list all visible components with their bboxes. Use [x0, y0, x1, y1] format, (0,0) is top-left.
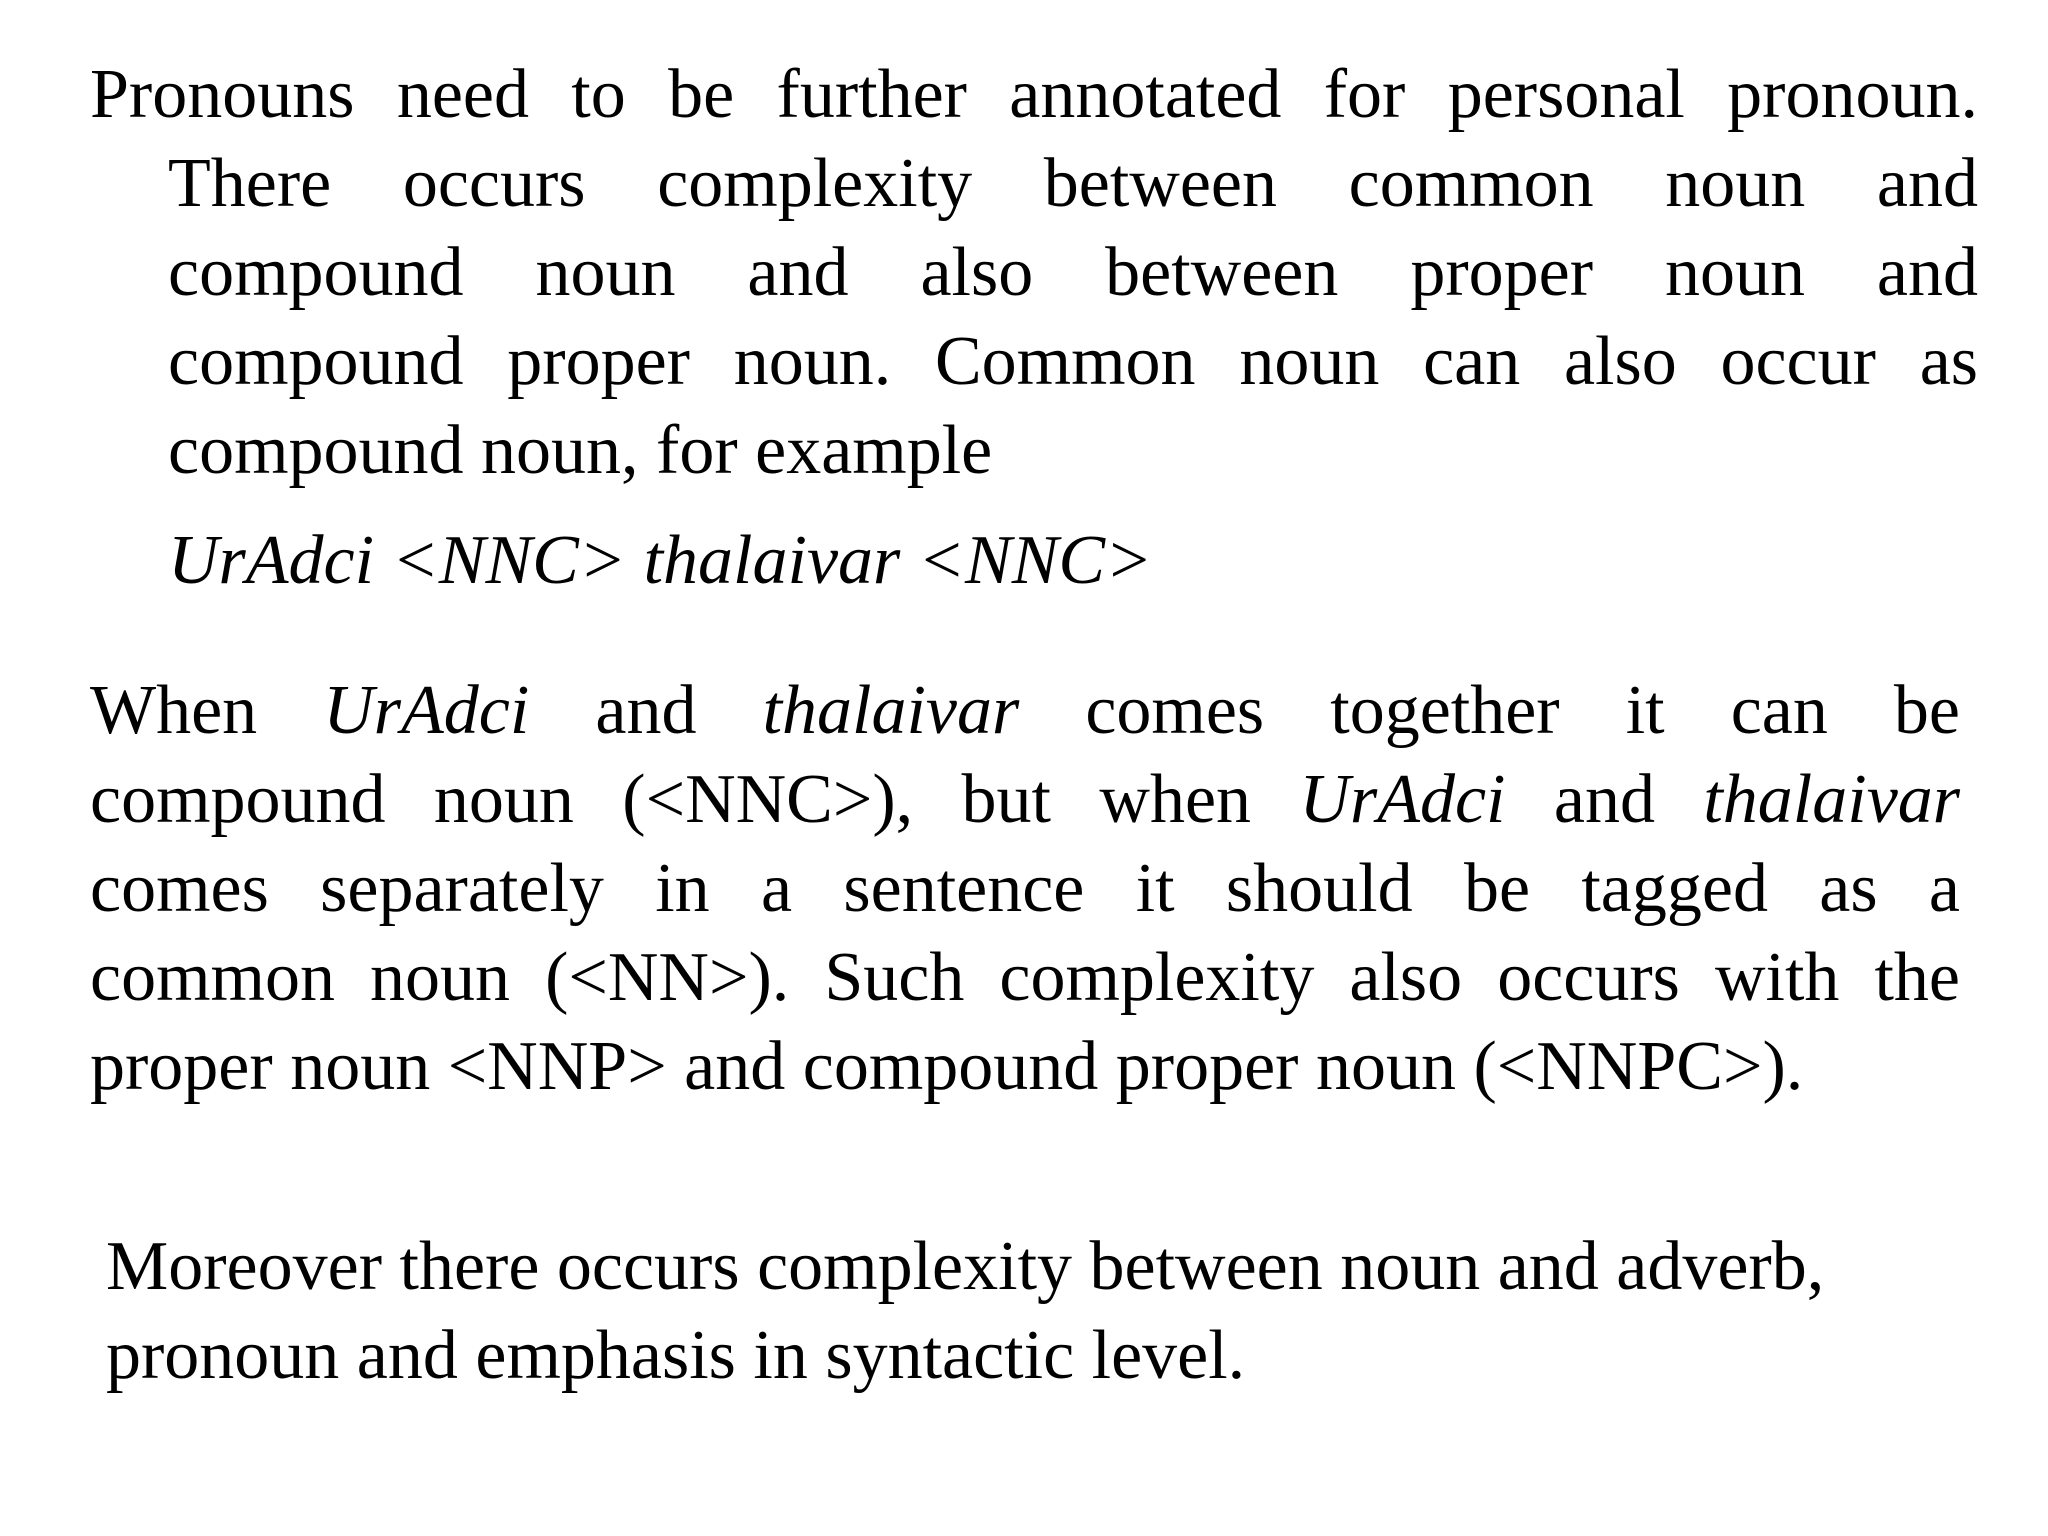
paragraph-line: compound proper noun. Common noun can also occur as: [168, 323, 1978, 400]
paragraph-moreover: [106, 1222, 1966, 1400]
paragraph-line: common noun (<NN>). Such complexity also occurs with the: [90, 939, 1960, 1016]
paragraph-pronouns: [90, 50, 1978, 495]
paragraph-line: comes separately in a sentence it should be tagged as a: [90, 850, 1960, 927]
italic-term: thalaivar: [1703, 761, 1960, 838]
paragraph-line: compound noun and also between proper noun and: [168, 234, 1978, 311]
italic-term: thalaivar: [762, 672, 1020, 749]
italic-term: UrAdci: [323, 672, 530, 749]
paragraph-compound-noun: [90, 666, 1960, 1111]
paragraph-line: [90, 666, 1960, 755]
paragraph-line: proper noun <NNP> and compound proper noun (<NNPC>).: [90, 1028, 1804, 1105]
italic-term: UrAdci: [1299, 761, 1506, 838]
paragraph-line: [90, 755, 1960, 844]
example-tagged-phrase: [168, 516, 1568, 605]
paragraph-line: Moreover there occurs complexity between noun and adverb,: [106, 1228, 1825, 1305]
paragraph-line: compound noun, for example: [168, 412, 993, 489]
text-run: and: [1505, 761, 1704, 838]
text-run: and: [529, 672, 763, 749]
paragraph-line: Pronouns need to be further annotated for personal pronoun.: [90, 56, 1978, 133]
text-run: comes together it can be: [1019, 672, 1960, 749]
paragraph-line: There occurs complexity between common noun and: [168, 145, 1978, 222]
text-run: compound noun (<NNC>), but when: [90, 761, 1300, 838]
example-line: UrAdci <NNC> thalaivar <NNC>: [168, 522, 1153, 599]
text-run: When: [90, 672, 324, 749]
paragraph-line: pronoun and emphasis in syntactic level.: [106, 1317, 1246, 1394]
